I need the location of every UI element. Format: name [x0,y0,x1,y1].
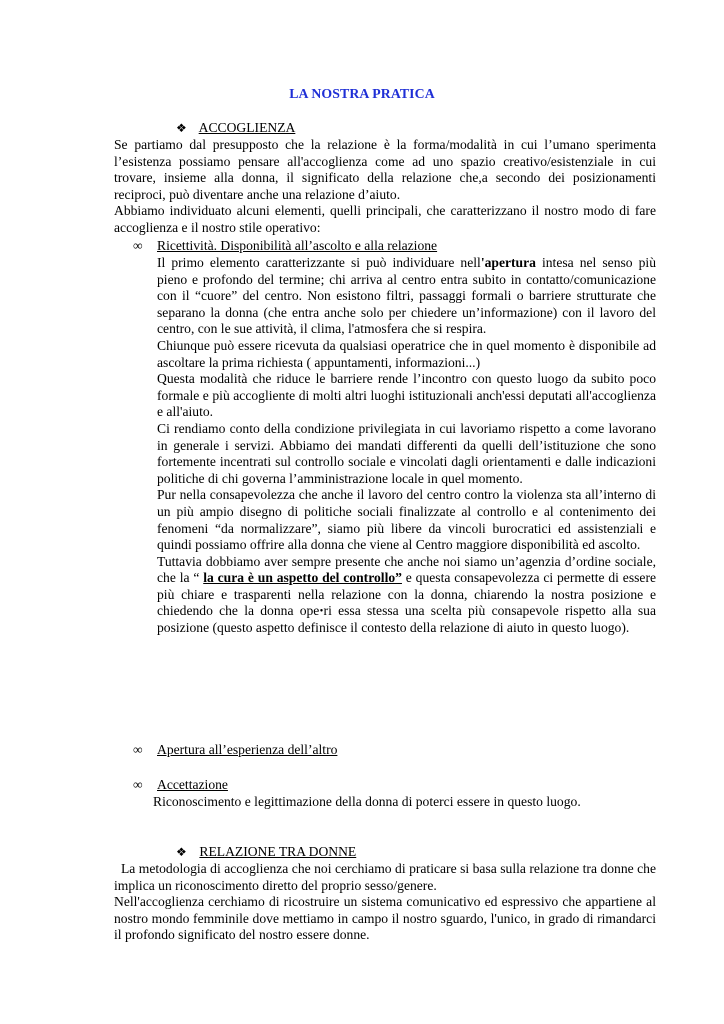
body-paragraph [157,255,656,338]
infinity-bullet-icon: ∞ [133,238,143,253]
list-item-label: Ricettività. Disponibilità all’ascolto e alla relazione [157,238,438,253]
text-run: Il primo elemento caratterizzante si può individuare nell [157,255,481,270]
body-paragraph: Riconoscimento e legittimazione della donna di poterci essere in questo luogo. [153,794,581,809]
list-item-ricettivita [133,238,437,255]
body-paragraph: Questa modalità che riduce le barriere rende l’incontro con questo luogo da subito poco formale e più accogliente di molti altri luoghi istituzionali anch'essi deputati all'accoglienza e all'aiuto. [157,371,656,420]
list-item-apertura [133,742,337,759]
text-run: Tuttavia dobbiamo aver sempre presente che anche noi siamo un’agenzia d’ordine sociale, che la “ [157,553,656,586]
body-paragraph: Nell'accoglienza cerchiamo di ricostruire un sistema comunicativo ed espressivo che appartiene al nostro mondo femminile dove mettiamo in campo il nostro sguardo, l'unico, in grado di rimandarci il profondo significato del nostro essere donne. [114,894,656,943]
bold-underlined-text-run: la cura è un aspetto del controllo” [203,570,402,586]
body-paragraph: Ci rendiamo conto della condizione privilegiata in cui lavoriamo rispetto a come lavorano in generale i servizi. Abbiamo dei mandati differenti da quelli dell’istituzione che sono fortemente incentrati sul controllo sociale e vincolati dagli orientamenti e dalle indicazioni politiche di chi governa l’amministrazione locale in quel momento. [157,420,656,486]
text-run: e questa consapevolezza ci permette di essere più chiare e trasparenti nella relazione con la donna, chiarendo la nostra posizione e chiedendo che la donna opeꞏri essa stessa una scelta più consapevole rispetto alla sua posizione (questo aspetto definisce il contesto della relazione di aiuto in questo luogo). [157,570,657,636]
section-heading-relazione [176,844,356,861]
diamond-bullet-icon: ❖ [176,121,187,135]
body-paragraph [157,554,656,637]
section-heading-text: RELAZIONE TRA DONNE [199,844,357,859]
bold-text-run: 'apertura [480,255,536,270]
text-run: intesa nel senso più pieno e profondo del termine; chi arriva al centro entra subito in contatto/comunicazione con il “cuore” del centro. Non esistono filtri, passaggi formali o barriere strutturate che separano la donna (che entra anche solo per chiedere un’informazione) con il lavoro del centro, con le sue attività, il clima, l'atmosfera che si respira. [157,255,656,337]
body-paragraph: La metodologia di accoglienza che noi cerchiamo di praticare si basa sulla relazione tra donne che implica un riconoscimento diretto del proprio sesso/genere. [114,861,660,893]
section-body [114,861,660,944]
intro-paragraph: Abbiamo individuato alcuni elementi, quelli principali, che caratterizzano il nostro modo di fare accoglienza e il nostro stile operativo: [114,203,656,235]
body-paragraph: Chiunque può essere ricevuta da qualsiasi operatrice che in quel momento è disponibile ad ascoltare la prima richiesta ( appuntamenti, informazioni...) [157,337,656,370]
diamond-bullet-icon: ❖ [176,845,187,859]
body-paragraph: Pur nella consapevolezza che anche il lavoro del centro contro la violenza sta all’interno di un più ampio disegno di politiche sociali finalizzate al controllo e al contenimento dei fenomeni “da normalizzare”, siamo più libere da vincoli burocratici ed assistenziali e quindi possiamo offrire alla donna che viene al Centro maggiore disponibilità ed ascolto. [157,487,656,553]
section-intro [114,137,656,237]
infinity-bullet-icon: ∞ [133,777,143,792]
list-item-body [157,255,656,637]
list-item-label: Accettazione [157,777,228,792]
intro-paragraph: Se partiamo dal presupposto che la relazione è la forma/modalità in cui l’umano sperimenta l’esistenza possiamo pensare all'accoglienza come ad uno spazio creativo/esistenziale in cui trovare, insieme alla donna, il significato della relazione che,a secondo dei posizionamenti reciproci, può diventare anche una relazione d’aiuto. [114,137,656,202]
section-heading-text: ACCOGLIENZA [198,120,296,135]
section-heading-accoglienza [176,120,295,137]
list-item-label: Apertura all’esperienza dell’altro [157,742,338,757]
infinity-bullet-icon: ∞ [133,742,143,757]
list-item-body [153,794,653,811]
page-title: LA NOSTRA PRATICA [289,86,435,101]
list-item-accettazione [133,777,228,794]
